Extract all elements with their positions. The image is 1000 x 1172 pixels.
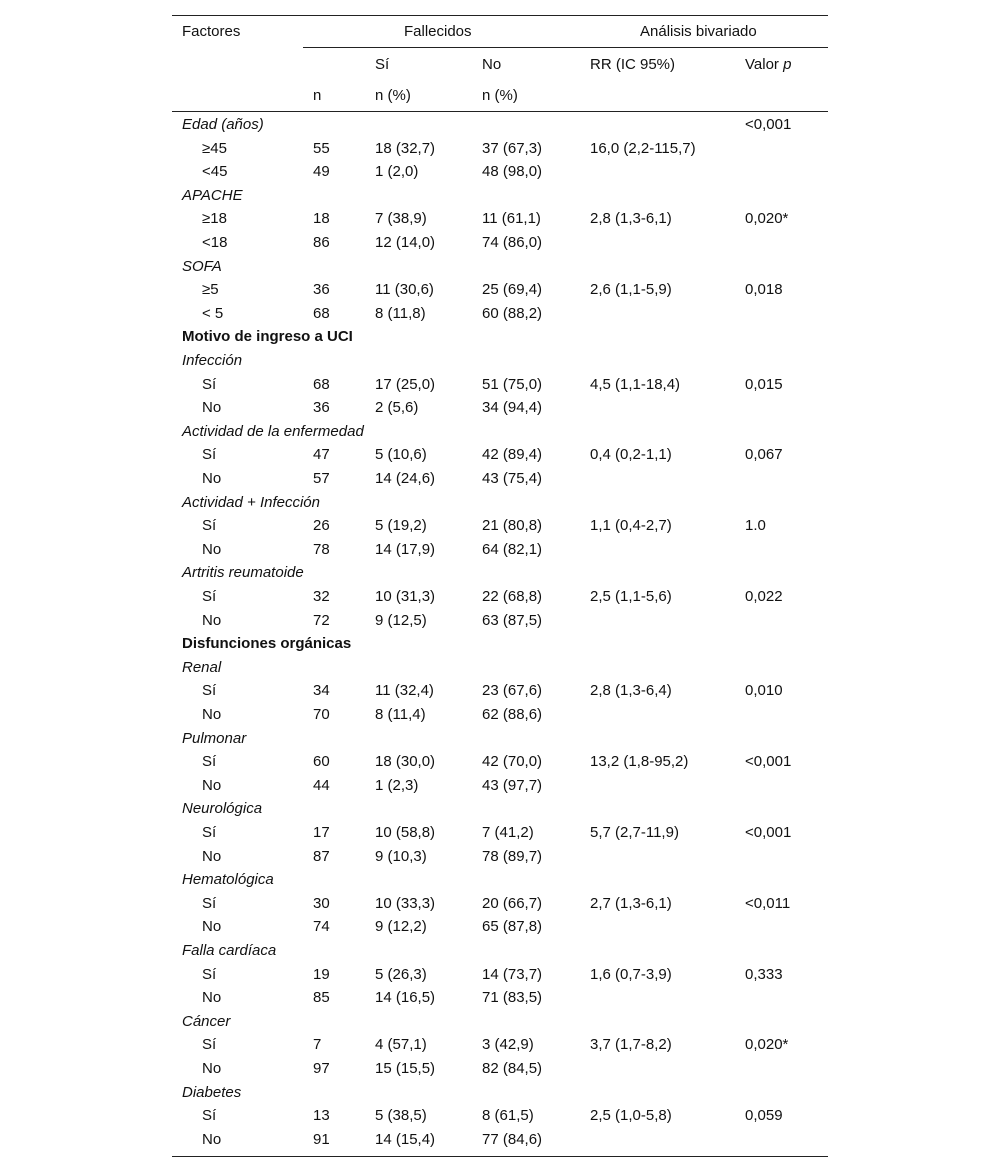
n-value: 68 <box>313 375 330 393</box>
row-label: <18 <box>202 234 228 251</box>
fallecidos-no-value: 37 (67,3) <box>482 139 543 157</box>
row-label: No <box>202 611 222 629</box>
category-row <box>172 187 828 210</box>
row-label: Sí <box>202 517 217 535</box>
table-row <box>172 989 828 1012</box>
category-label: Actividad de la enfermedad <box>182 422 364 440</box>
n-value: 72 <box>313 611 330 629</box>
category-row <box>172 494 828 517</box>
p-value: 0,010 <box>745 682 783 700</box>
fallecidos-no-value: 74 (86,0) <box>482 234 543 251</box>
fallecidos-no-value: 60 (88,2) <box>482 304 543 322</box>
rr-value: 1,6 (0,7-3,9) <box>590 965 672 983</box>
table-row <box>172 612 828 635</box>
row-label: No <box>202 540 222 558</box>
category-label: Diabetes <box>182 1083 242 1101</box>
fallecidos-si-value: 4 (57,1) <box>375 1036 427 1054</box>
row-label: No <box>202 989 222 1007</box>
row-label: No <box>202 918 222 936</box>
category-row <box>172 942 828 965</box>
fallecidos-no-value: 82 (84,5) <box>482 1060 543 1077</box>
row-label: No <box>202 706 222 723</box>
fallecidos-no-value: 43 (75,4) <box>482 470 543 487</box>
table-row <box>172 234 828 257</box>
header-rr: RR (IC 95%) <box>590 56 676 73</box>
rr-value: 2,8 (1,3-6,4) <box>590 682 672 700</box>
fallecidos-si-value: 12 (14,0) <box>375 234 436 251</box>
fallecidos-si-value: 7 (38,9) <box>375 210 427 228</box>
fallecidos-no-value: 34 (94,4) <box>482 399 543 417</box>
n-value: 91 <box>313 1130 330 1148</box>
p-value: 1.0 <box>745 517 766 535</box>
category-label: Artritis reumatoide <box>182 564 304 582</box>
fallecidos-no-value: 22 (68,8) <box>482 588 543 605</box>
p-value: <0,001 <box>745 116 792 133</box>
fallecidos-si-value: 5 (38,5) <box>375 1107 427 1125</box>
table-row <box>172 541 828 564</box>
category-row <box>172 730 828 753</box>
category-label: Edad (años) <box>182 116 264 133</box>
fallecidos-si-value: 5 (26,3) <box>375 965 427 983</box>
header-no: No <box>482 56 502 73</box>
table-row <box>172 918 828 941</box>
n-value: 17 <box>313 824 330 841</box>
category-row <box>172 1013 828 1036</box>
n-value: 32 <box>313 588 330 605</box>
rr-value: 2,6 (1,1-5,9) <box>590 281 672 299</box>
n-value: 68 <box>313 304 330 322</box>
fallecidos-no-value: 8 (61,5) <box>482 1107 534 1125</box>
rr-value: 13,2 (1,8-95,2) <box>590 753 689 771</box>
header-fallecidos: Fallecidos <box>404 23 472 40</box>
n-value: 30 <box>313 894 330 912</box>
p-value: <0,001 <box>745 753 792 771</box>
top-rule <box>172 15 828 16</box>
category-label: Pulmonar <box>182 729 247 747</box>
table-row <box>172 399 828 422</box>
fallecidos-no-value: 43 (97,7) <box>482 776 543 794</box>
table-row <box>172 682 828 705</box>
p-value: <0,001 <box>745 824 792 841</box>
fallecidos-si-value: 17 (25,0) <box>375 375 436 393</box>
category-row <box>172 564 828 587</box>
row-label: Sí <box>202 894 217 912</box>
category-row <box>172 871 828 894</box>
row-label: Sí <box>202 753 217 771</box>
category-label: APACHE <box>182 186 243 204</box>
header-n: n <box>313 87 322 104</box>
row-label: Sí <box>202 375 217 393</box>
fallecidos-si-value: 14 (15,4) <box>375 1130 436 1148</box>
n-value: 86 <box>313 234 330 251</box>
n-value: 85 <box>313 989 330 1007</box>
header-factores: Factores <box>182 23 241 40</box>
fallecidos-no-value: 48 (98,0) <box>482 163 543 181</box>
table-row <box>172 777 828 800</box>
row-label: No <box>202 776 222 794</box>
fallecidos-no-value: 64 (82,1) <box>482 540 543 558</box>
fallecidos-si-value: 14 (16,5) <box>375 989 436 1007</box>
table-row <box>172 1107 828 1130</box>
category-row <box>172 423 828 446</box>
table-row <box>172 966 828 989</box>
n-value: 60 <box>313 753 330 771</box>
p-value: <0,011 <box>745 894 791 912</box>
section-label: Motivo de ingreso a UCI <box>182 328 353 346</box>
n-value: 36 <box>313 281 330 299</box>
p-value: 0,020* <box>745 1036 789 1054</box>
bottom-rule <box>172 1156 828 1157</box>
table-row <box>172 281 828 304</box>
fallecidos-si-value: 18 (30,0) <box>375 753 436 771</box>
section-row <box>172 635 828 658</box>
fallecidos-si-value: 18 (32,7) <box>375 139 436 157</box>
fallecidos-no-value: 11 (61,1) <box>482 210 541 228</box>
header-analisis: Análisis bivariado <box>640 23 757 40</box>
rr-value: 2,5 (1,1-5,6) <box>590 588 672 605</box>
fallecidos-no-value: 63 (87,5) <box>482 611 543 629</box>
header-si: Sí <box>375 56 390 73</box>
rr-value: 5,7 (2,7-11,9) <box>590 824 679 841</box>
header-valor-p <box>745 56 791 74</box>
header-bottom-rule <box>172 111 828 112</box>
fallecidos-no-value: 7 (41,2) <box>482 824 534 841</box>
category-row <box>172 116 828 139</box>
table-row <box>172 1036 828 1059</box>
category-label: Neurológica <box>182 800 263 818</box>
fallecidos-no-value: 3 (42,9) <box>482 1036 534 1054</box>
fallecidos-si-value: 9 (12,2) <box>375 918 427 936</box>
fallecidos-si-value: 15 (15,5) <box>375 1060 436 1077</box>
fallecidos-si-value: 9 (12,5) <box>375 611 427 629</box>
header-p: p <box>783 56 792 73</box>
fallecidos-no-value: 14 (73,7) <box>482 965 543 983</box>
row-label: <45 <box>202 163 228 181</box>
row-label: Sí <box>202 682 217 700</box>
category-row <box>172 659 828 682</box>
fallecidos-si-value: 8 (11,4) <box>375 706 426 723</box>
rr-value: 2,8 (1,3-6,1) <box>590 210 672 228</box>
table-row <box>172 140 828 163</box>
row-label: No <box>202 1130 222 1148</box>
p-value: 0,015 <box>745 375 783 393</box>
table-row <box>172 1131 828 1154</box>
fallecidos-si-value: 5 (19,2) <box>375 517 427 535</box>
table-row <box>172 470 828 493</box>
fallecidos-si-value: 14 (24,6) <box>375 470 436 487</box>
header-valor: Valor <box>745 56 779 73</box>
fallecidos-no-value: 23 (67,6) <box>482 682 543 700</box>
table-row <box>172 305 828 328</box>
rr-value: 2,5 (1,0-5,8) <box>590 1107 672 1125</box>
table-row <box>172 588 828 611</box>
fallecidos-no-value: 65 (87,8) <box>482 918 543 936</box>
row-label: Sí <box>202 1036 217 1054</box>
fallecidos-no-value: 51 (75,0) <box>482 375 543 393</box>
table-row <box>172 376 828 399</box>
fallecidos-no-value: 42 (70,0) <box>482 753 543 771</box>
fallecidos-si-value: 11 (30,6) <box>375 281 434 299</box>
p-value: 0,020* <box>745 210 789 228</box>
n-value: 34 <box>313 682 330 700</box>
n-value: 44 <box>313 776 330 794</box>
row-label: No <box>202 470 222 487</box>
n-value: 7 <box>313 1036 322 1054</box>
table-row <box>172 210 828 233</box>
n-value: 70 <box>313 706 330 723</box>
table-row <box>172 753 828 776</box>
fallecidos-no-value: 77 (84,6) <box>482 1130 543 1148</box>
fallecidos-si-value: 8 (11,8) <box>375 304 426 322</box>
row-label: Sí <box>202 446 217 464</box>
fallecidos-si-value: 10 (33,3) <box>375 894 436 912</box>
n-value: 18 <box>313 210 330 228</box>
category-row <box>172 800 828 823</box>
n-value: 47 <box>313 446 330 464</box>
p-value: 0,067 <box>745 446 783 464</box>
fallecidos-si-value: 9 (10,3) <box>375 847 427 865</box>
table-row <box>172 446 828 469</box>
fallecidos-no-value: 71 (83,5) <box>482 989 543 1007</box>
section-label: Disfunciones orgánicas <box>182 635 352 653</box>
table-row <box>172 163 828 186</box>
category-label: Cáncer <box>182 1012 231 1030</box>
n-value: 49 <box>313 163 330 181</box>
n-value: 97 <box>313 1060 330 1077</box>
table-row <box>172 824 828 847</box>
p-value: 0,333 <box>745 965 783 983</box>
table-row <box>172 848 828 871</box>
category-label: Infección <box>182 352 243 369</box>
fallecidos-no-value: 62 (88,6) <box>482 706 543 723</box>
table-row <box>172 706 828 729</box>
n-value: 36 <box>313 399 330 417</box>
fallecidos-underline <box>303 47 828 48</box>
row-label: ≥18 <box>202 210 227 228</box>
rr-value: 1,1 (0,4-2,7) <box>590 517 672 535</box>
category-label: Falla cardíaca <box>182 942 277 959</box>
fallecidos-no-value: 42 (89,4) <box>482 446 543 464</box>
fallecidos-no-value: 21 (80,8) <box>482 517 543 535</box>
row-label: Sí <box>202 1107 217 1125</box>
header-npct-si: n (%) <box>375 87 411 104</box>
fallecidos-no-value: 20 (66,7) <box>482 894 543 912</box>
rr-value: 0,4 (0,2-1,1) <box>590 446 672 464</box>
fallecidos-si-value: 10 (58,8) <box>375 824 436 841</box>
fallecidos-no-value: 25 (69,4) <box>482 281 543 299</box>
n-value: 57 <box>313 470 330 487</box>
fallecidos-si-value: 1 (2,0) <box>375 163 419 181</box>
category-row <box>172 1084 828 1107</box>
row-label: ≥45 <box>202 139 227 157</box>
table-row <box>172 517 828 540</box>
row-label: ≥5 <box>202 281 219 299</box>
rr-value: 16,0 (2,2-115,7) <box>590 139 696 157</box>
category-label: SOFA <box>182 257 222 275</box>
row-label: No <box>202 847 222 865</box>
category-label: Hematológica <box>182 871 274 889</box>
fallecidos-si-value: 1 (2,3) <box>375 776 419 794</box>
row-label: < 5 <box>202 304 224 322</box>
rr-value: 2,7 (1,3-6,1) <box>590 894 672 912</box>
row-label: Sí <box>202 588 217 605</box>
fallecidos-si-value: 11 (32,4) <box>375 682 434 700</box>
header-npct-no: n (%) <box>482 87 518 104</box>
section-row <box>172 328 828 351</box>
fallecidos-si-value: 10 (31,3) <box>375 588 436 605</box>
n-value: 87 <box>313 847 330 865</box>
row-label: Sí <box>202 965 217 983</box>
n-value: 74 <box>313 918 330 936</box>
n-value: 26 <box>313 517 330 535</box>
fallecidos-no-value: 78 (89,7) <box>482 847 543 865</box>
p-value: 0,059 <box>745 1107 783 1125</box>
n-value: 55 <box>313 139 330 157</box>
fallecidos-si-value: 2 (5,6) <box>375 399 419 417</box>
category-label: Renal <box>182 658 222 676</box>
n-value: 78 <box>313 540 330 558</box>
row-label: No <box>202 399 222 417</box>
category-row <box>172 258 828 281</box>
p-value: 0,022 <box>745 588 783 605</box>
table-row <box>172 895 828 918</box>
category-label: Actividad + Infección <box>182 493 320 511</box>
row-label: Sí <box>202 824 217 841</box>
rr-value: 4,5 (1,1-18,4) <box>590 375 681 393</box>
category-row <box>172 352 828 375</box>
fallecidos-si-value: 5 (10,6) <box>375 446 427 464</box>
n-value: 19 <box>313 965 330 983</box>
fallecidos-si-value: 14 (17,9) <box>375 540 436 558</box>
table-row <box>172 1060 828 1083</box>
n-value: 13 <box>313 1107 330 1125</box>
rr-value: 3,7 (1,7-8,2) <box>590 1036 672 1054</box>
row-label: No <box>202 1060 222 1077</box>
p-value: 0,018 <box>745 281 783 299</box>
